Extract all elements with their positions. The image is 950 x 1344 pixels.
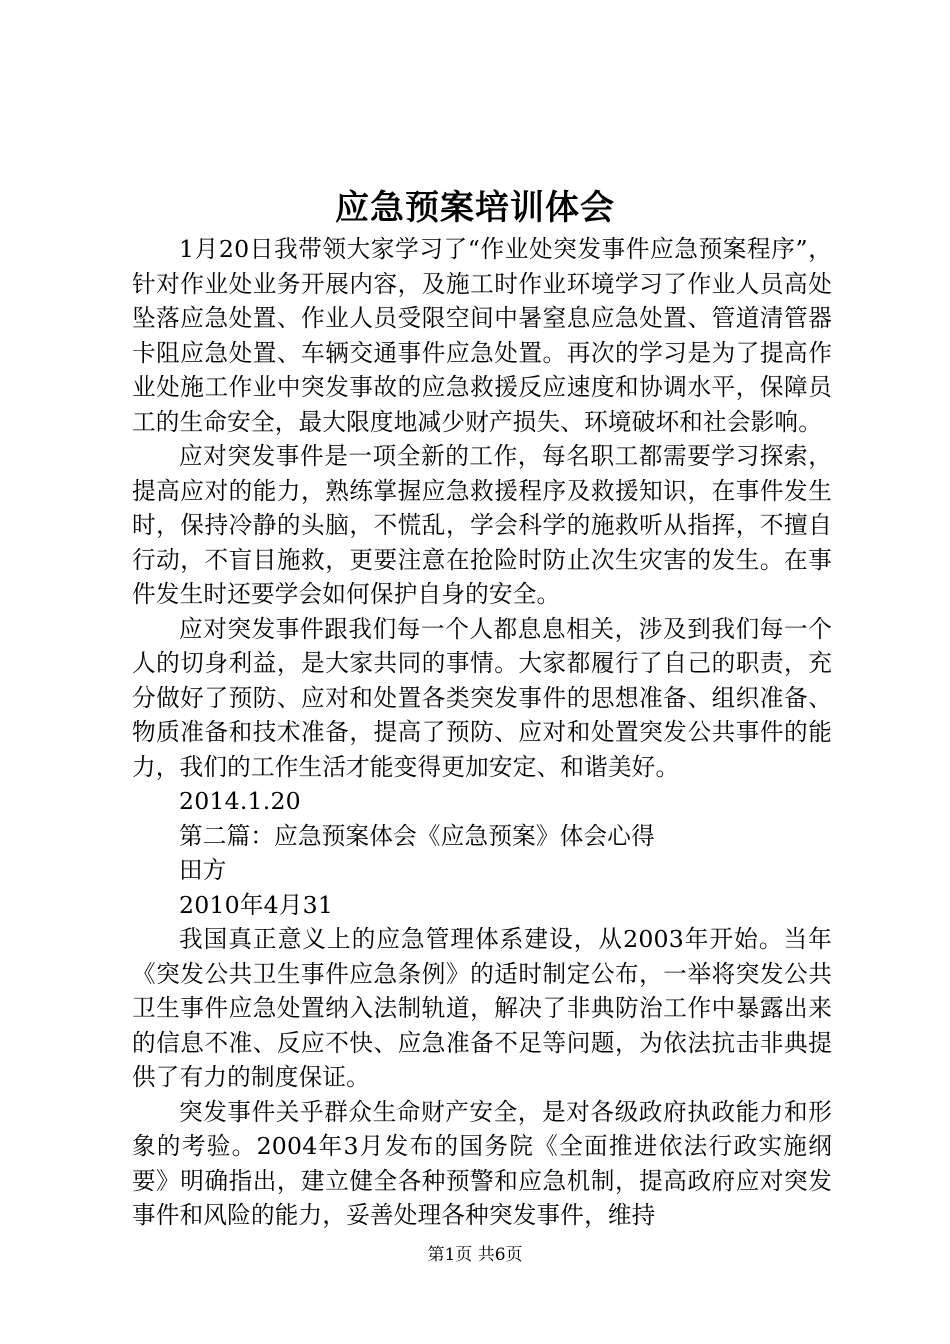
paragraph-3: 应对突发事件跟我们每一个人都息息相关，涉及到我们每一个人的切身利益，是大家共同的事情。大家都履行了自己的职责，充分做好了预防、应对和处置各类突发事件的思想准备、组织准备、物质准备和技术准备，提高了预防、应对和处置突发公共事件的能力，我们的工作生活才能变得更加安定、和谐美好。 (132, 614, 832, 781)
paragraph-5: 突发事件关乎群众生命财产安全，是对各级政府执政能力和形象的考验。2004年3月发布的国务院《全面推进依法行政实施纲要》明确指出，建立健全各种预警和应急机制，提高政府应对突发事件和风险的能力，妥善处理各种突发事件，维持 (132, 1097, 832, 1229)
paragraph-2: 应对突发事件是一项全新的工作，每名职工都需要学习探索，提高应对的能力，熟练掌握应急救援程序及救援知识，在事件发生时，保持冷静的头脑，不慌乱，学会科学的施救听从指挥，不擅自行动，不盲目施救，更要注意在抢险时防止次生灾害的发生。在事件发生时还要学会如何保护自身的安全。 (132, 442, 832, 608)
paragraph-4: 我国真正意义上的应急管理体系建设，从2003年开始。当年《突发公共卫生事件应急条例》的适时制定公布，一举将突发公共卫生事件应急处置纳入法制轨道，解决了非典防治工作中暴露出来的信息不准、反应不快、应急准备不足等问题，为依法抗击非典提供了有力的制度保证。 (132, 925, 832, 1091)
date-line-2: 2010年4月31 (179, 890, 334, 919)
paragraph-1: 1月20日我带领大家学习了“作业处突发事件应急预案程序”，针对作业处业务开展内容，及施工时作业环境学习了作业人员高处坠落应急处置、作业人员受限空间中暑窒息应急处置、管道清管器卡阻应急处置、车辆交通事件应急处置。再次的学习是为了提高作业处施工作业中突发事故的应急救援反应速度和协调水平，保障员工的生命安全，最大限度地减少财产损失、环境破坏和社会影响。 (132, 235, 832, 436)
document-title: 应急预案培训体会 (335, 188, 615, 228)
date-line-1: 2014.1.20 (179, 787, 301, 815)
page-footer: 第1页 共6页 (427, 1245, 523, 1265)
second-article-heading: 第二篇：应急预案体会《应急预案》体会心得 (179, 821, 655, 850)
document-body (132, 232, 832, 1233)
author-name: 田方 (179, 856, 227, 884)
